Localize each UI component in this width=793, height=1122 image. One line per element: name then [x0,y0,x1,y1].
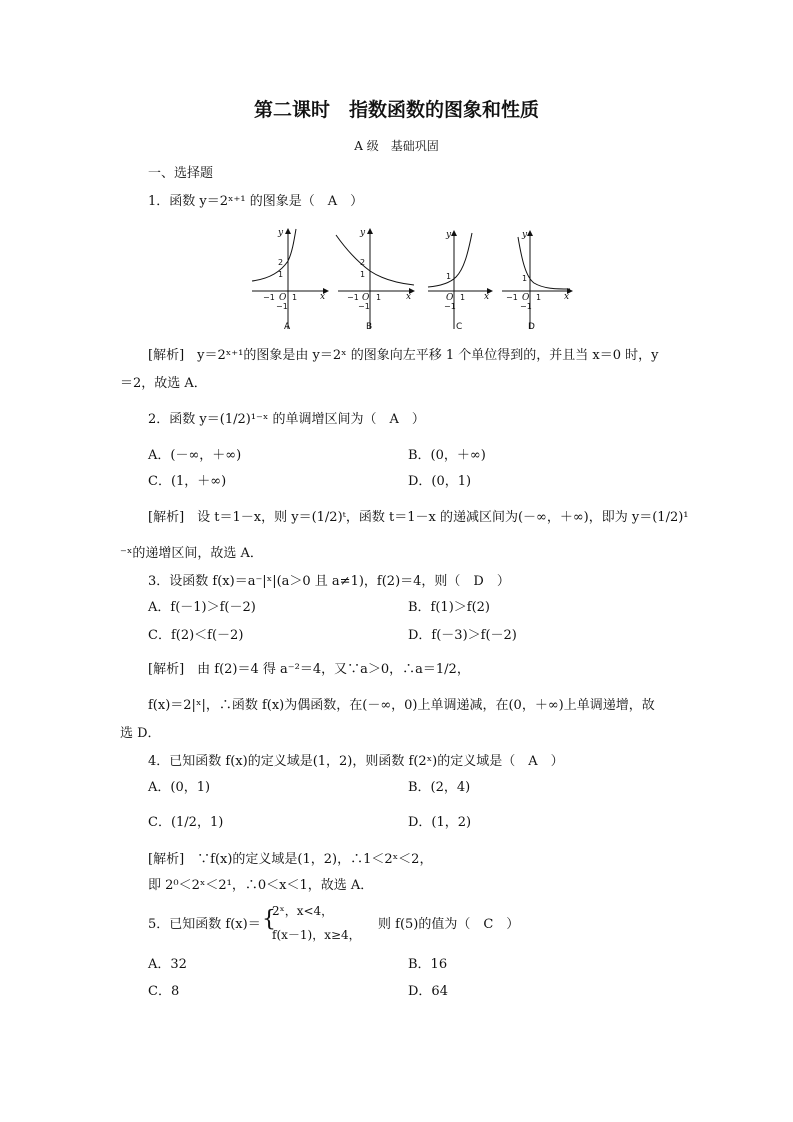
svg-text:1: 1 [292,293,298,302]
svg-text:1: 1 [536,293,542,302]
level-heading: A 级 基础巩固 [354,139,439,153]
svg-text:1: 1 [522,274,528,283]
q5-option-d: D．64 [408,984,448,999]
q4-analysis-line2: 即 2⁰＜2ˣ＜2¹，∴0＜x＜1，故选 A． [148,878,374,893]
page-title: 第二课时 指数函数的图象和性质 [253,99,539,121]
q1-analysis-line1: [解析] y＝2ˣ⁺¹的图象是由 y＝2ˣ 的图象向左平移 1 个单位得到的，并且当 x＝0 时，y [148,348,659,363]
svg-text:1: 1 [376,293,382,302]
graph-label-b: B [366,322,373,332]
graph-d [502,230,572,332]
graph-a [252,228,328,332]
graph-c [428,230,492,332]
svg-text:−1: −1 [520,302,532,311]
svg-text:1: 1 [446,272,452,281]
svg-text:x: x [320,292,326,302]
svg-text:−1: −1 [347,293,359,302]
q4-option-c: C．(1/2，1) [148,815,224,830]
q4-analysis-line1: [解析] ∵f(x)的定义域是(1，2)，∴1＜2ˣ＜2， [148,852,433,867]
q1-graphs [248,225,578,333]
q3-analysis-line2: f(x)＝2|ˣ|，∴函数 f(x)为偶函数，在(－∞，0)上单调递减，在(0，＋∞)上单调递增，故 [148,698,655,713]
svg-text:y: y [446,230,452,240]
graph-label-d: D [528,322,535,332]
svg-text:−1: −1 [276,302,288,311]
q5-stem-prefix: 5．已知函数 f(x)＝ [148,917,261,932]
svg-text:2: 2 [278,258,284,267]
svg-text:−1: −1 [506,293,518,302]
svg-text:O: O [279,293,287,303]
q1-stem: 1．函数 y＝2ˣ⁺¹ 的图象是（ A ） [148,194,364,209]
q4-option-a: A．(0，1) [148,780,211,795]
q2-option-c: C．(1，＋∞) [148,474,227,489]
section-heading: 一、选择题 [148,166,214,181]
svg-text:−1: −1 [263,293,275,302]
q2-stem: 2．函数 y＝(1/2)¹⁻ˣ 的单调增区间为（ A ） [148,412,425,427]
q2-option-b: B．(0，＋∞) [408,448,486,463]
svg-text:O: O [446,293,454,303]
svg-text:y: y [278,228,284,238]
q4-stem: 4．已知函数 f(x)的定义域是(1，2)，则函数 f(2ˣ)的定义域是（ A ） [148,754,564,769]
q5-case-1: 2ˣ，x<4， [272,904,334,918]
svg-text:−1: −1 [358,302,370,311]
svg-text:y: y [360,228,366,238]
graph-label-a: A [284,322,291,332]
svg-text:2: 2 [360,258,366,267]
svg-text:x: x [564,292,570,302]
q3-analysis-line1: [解析] 由 f(2)＝4 得 a⁻²＝4，又∵a＞0，∴a＝1/2， [148,662,470,677]
q5-option-b: B．16 [408,957,448,972]
svg-text:x: x [406,292,412,302]
q2-option-a: A．(－∞，＋∞) [148,448,242,463]
q2-analysis-line2: ⁻ˣ的递增区间，故选 A． [120,546,263,561]
q3-stem: 3．设函数 f(x)＝a⁻|ˣ|(a＞0 且 a≠1)，f(2)＝4，则（ D ） [148,574,510,589]
q2-option-d: D．(0，1) [408,474,472,489]
graph-label-c: C [456,322,463,332]
svg-text:x: x [484,292,490,302]
q3-option-a: A．f(－1)＞f(－2) [148,600,256,615]
q4-option-b: B．(2，4) [408,780,471,795]
svg-text:O: O [362,293,370,303]
svg-text:1: 1 [360,270,366,279]
q5-case-2: f(x－1)，x≥4， [272,928,361,942]
q4-option-d: D．(1，2) [408,815,472,830]
svg-text:1: 1 [460,293,466,302]
q5-piecewise-brace: { [262,907,276,932]
svg-text:O: O [522,293,530,303]
svg-text:1: 1 [278,270,284,279]
svg-text:−1: −1 [444,302,456,311]
svg-text:y: y [522,230,528,240]
q1-analysis-line2: ＝2，故选 A． [120,376,207,391]
q3-option-d: D．f(－3)＞f(－2) [408,628,517,643]
q5-option-a: A．32 [148,957,187,972]
q2-analysis-line1: [解析] 设 t＝1－x，则 y＝(1/2)ᵗ，函数 t＝1－x 的递减区间为(－∞，＋∞)，即为 y＝(1/2)¹ [148,510,689,525]
q5-option-c: C．8 [148,984,180,999]
q3-analysis-line3: 选 D． [120,726,161,741]
q3-option-c: C．f(2)＜f(－2) [148,628,244,643]
q5-stem-suffix: 则 f(5)的值为（ C ） [378,917,520,932]
graph-b [336,228,414,332]
q3-option-b: B．f(1)＞f(2) [408,600,491,615]
